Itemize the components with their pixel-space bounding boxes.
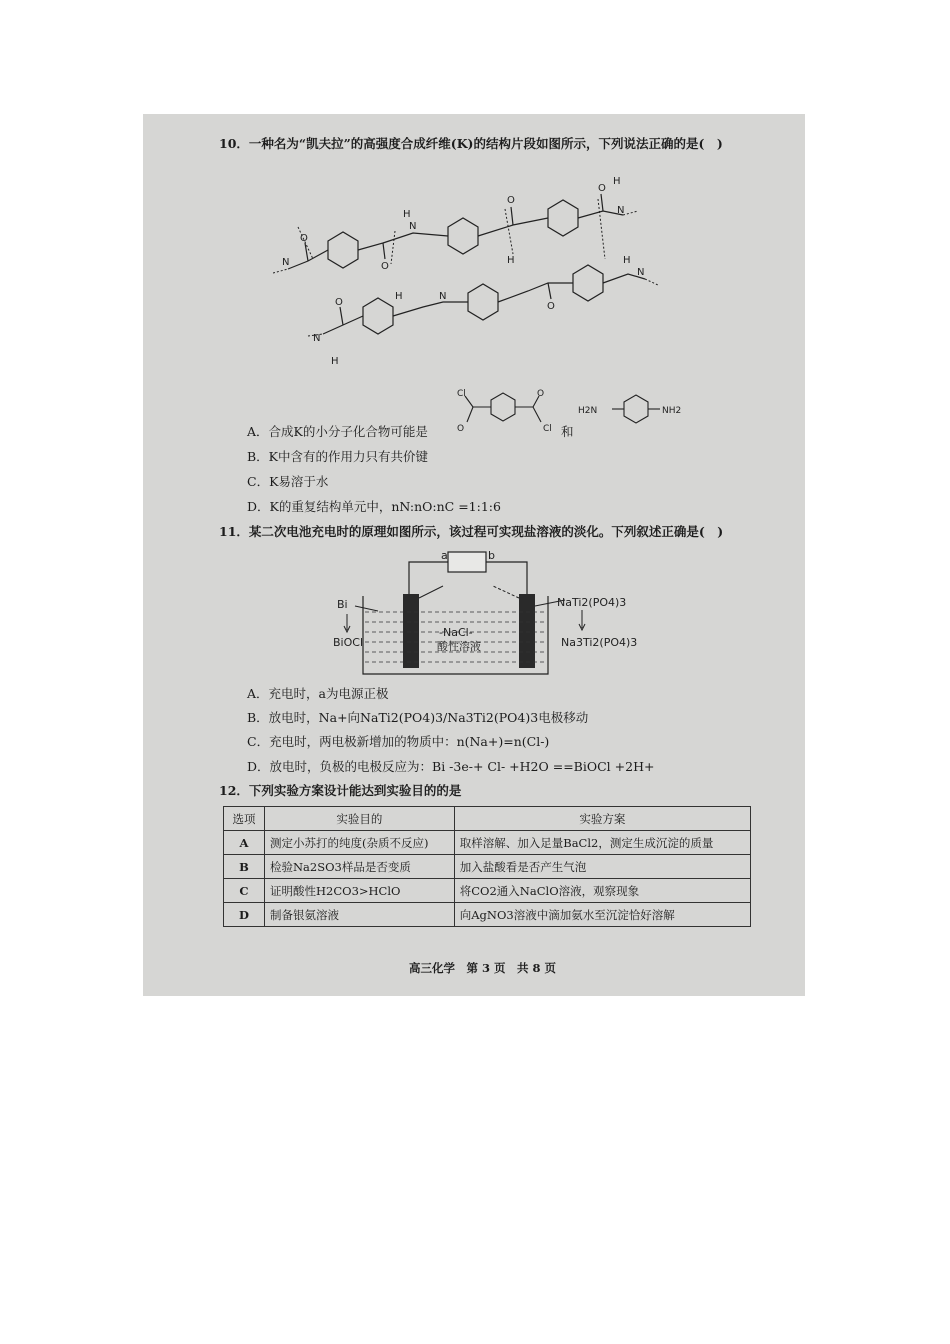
atom-n: N bbox=[409, 221, 417, 232]
atom-cl: Cl bbox=[543, 424, 552, 434]
table-row bbox=[224, 855, 751, 879]
atom-o: O bbox=[547, 301, 555, 312]
row-goal: 制备银氨溶液 bbox=[265, 903, 455, 927]
benzene-ring bbox=[548, 200, 578, 236]
row-plan: 将CO2通入NaClO溶液，观察现象 bbox=[454, 879, 750, 903]
q10-stem: 10．一种名为“凯夫拉”的高强度合成纤维(K)的结构片段如图所示，下列说法正确的是( ) bbox=[219, 136, 723, 151]
benzene-ring bbox=[573, 265, 603, 301]
bi-label: Bi bbox=[337, 598, 348, 611]
q10-option-a-and: 和 bbox=[561, 424, 574, 439]
row-key: D bbox=[224, 903, 265, 927]
exam-page bbox=[143, 114, 805, 996]
header-goal: 实验目的 bbox=[265, 807, 455, 831]
nacl-label: -NaCl- bbox=[439, 626, 473, 639]
benzene-ring bbox=[328, 232, 358, 268]
q12-table bbox=[223, 806, 751, 927]
atom-o: O bbox=[335, 297, 343, 308]
row-plan: 加入盐酸看是否产生气泡 bbox=[454, 855, 750, 879]
row-key: A bbox=[224, 831, 265, 855]
atom-o: O bbox=[598, 183, 606, 194]
atom-o: O bbox=[507, 195, 515, 206]
atom-o: O bbox=[537, 389, 545, 399]
q10-option-c: C．K易溶于水 bbox=[247, 474, 329, 489]
row-plan: 取样溶解、加入足量BaCl2，测定生成沉淀的质量 bbox=[454, 831, 750, 855]
atom-h: H bbox=[331, 356, 339, 367]
atom-cl: Cl bbox=[457, 389, 466, 399]
q10-option-a: A．合成K的小分子化合物可能是 bbox=[247, 424, 428, 439]
atom-n: N bbox=[617, 205, 625, 216]
atom-h: H bbox=[623, 255, 631, 266]
nati2po43-label: NaTi2(PO4)3 bbox=[557, 596, 627, 609]
header-option: 选项 bbox=[224, 807, 265, 831]
biocl-label: BiOCl bbox=[333, 636, 363, 649]
atom-h: H bbox=[613, 176, 621, 187]
atom-o: O bbox=[457, 424, 465, 434]
atom-h2n: H2N bbox=[578, 406, 598, 416]
terminal-a-label: a bbox=[441, 549, 448, 562]
row-key: B bbox=[224, 855, 265, 879]
acid-solution-label: 酸性溶液 bbox=[437, 640, 481, 653]
atom-nh2: NH2 bbox=[662, 406, 682, 416]
q11-option-a: A．充电时，a为电源正极 bbox=[247, 686, 389, 701]
table-header-row bbox=[224, 807, 751, 831]
monomer-diamine-diagram bbox=[576, 389, 706, 429]
atom-n: N bbox=[313, 333, 321, 344]
atom-n: N bbox=[282, 257, 290, 268]
header-plan: 实验方案 bbox=[454, 807, 750, 831]
q10-option-d: D．K的重复结构单元中，nN:nO:nC =1:1:6 bbox=[247, 499, 501, 514]
atom-n: N bbox=[637, 267, 645, 278]
atom-o: O bbox=[300, 233, 308, 244]
atom-h: H bbox=[507, 255, 515, 266]
kevlar-structure-diagram bbox=[273, 169, 673, 384]
atom-n: N bbox=[439, 291, 447, 302]
battery-cell-diagram bbox=[333, 546, 653, 686]
row-goal: 测定小苏打的纯度(杂质不反应) bbox=[265, 831, 455, 855]
benzene-ring bbox=[363, 298, 393, 334]
row-plan: 向AgNO3溶液中滴加氨水至沉淀恰好溶解 bbox=[454, 903, 750, 927]
q11-option-b: B．放电时，Na+向NaTi2(PO4)3/Na3Ti2(PO4)3电极移动 bbox=[247, 710, 589, 725]
table-row bbox=[224, 831, 751, 855]
benzene-ring bbox=[448, 218, 478, 254]
q11-option-d: D．放电时，负极的电极反应为：Bi -3e-+ Cl- +H2O ==BiOCl +2H+ bbox=[247, 759, 655, 774]
q11-option-c: C．充电时，两电极新增加的物质中：n(Na+)=n(Cl-) bbox=[247, 734, 550, 749]
row-goal: 证明酸性H2CO3>HClO bbox=[265, 879, 455, 903]
atom-o: O bbox=[381, 261, 389, 272]
row-goal: 检验Na2SO3样品是否变质 bbox=[265, 855, 455, 879]
q12-stem: 12．下列实验方案设计能达到实验目的的是 bbox=[219, 783, 462, 798]
benzene-ring bbox=[468, 284, 498, 320]
row-key: C bbox=[224, 879, 265, 903]
table-row bbox=[224, 903, 751, 927]
terminal-b-label: b bbox=[488, 549, 495, 562]
q11-stem: 11．某二次电池充电时的原理如图所示，该过程可实现盐溶液的淡化。下列叙述正确是( ) bbox=[219, 524, 724, 539]
na3ti2po43-label: Na3Ti2(PO4)3 bbox=[561, 636, 638, 649]
q10-option-b: B．K中含有的作用力只有共价键 bbox=[247, 449, 429, 464]
atom-h: H bbox=[395, 291, 403, 302]
table-row bbox=[224, 879, 751, 903]
atom-h: H bbox=[403, 209, 411, 220]
monomer-diacid-chloride-diagram bbox=[443, 386, 573, 436]
page-footer: 高三化学 第 3 页 共 8 页 bbox=[409, 961, 557, 975]
